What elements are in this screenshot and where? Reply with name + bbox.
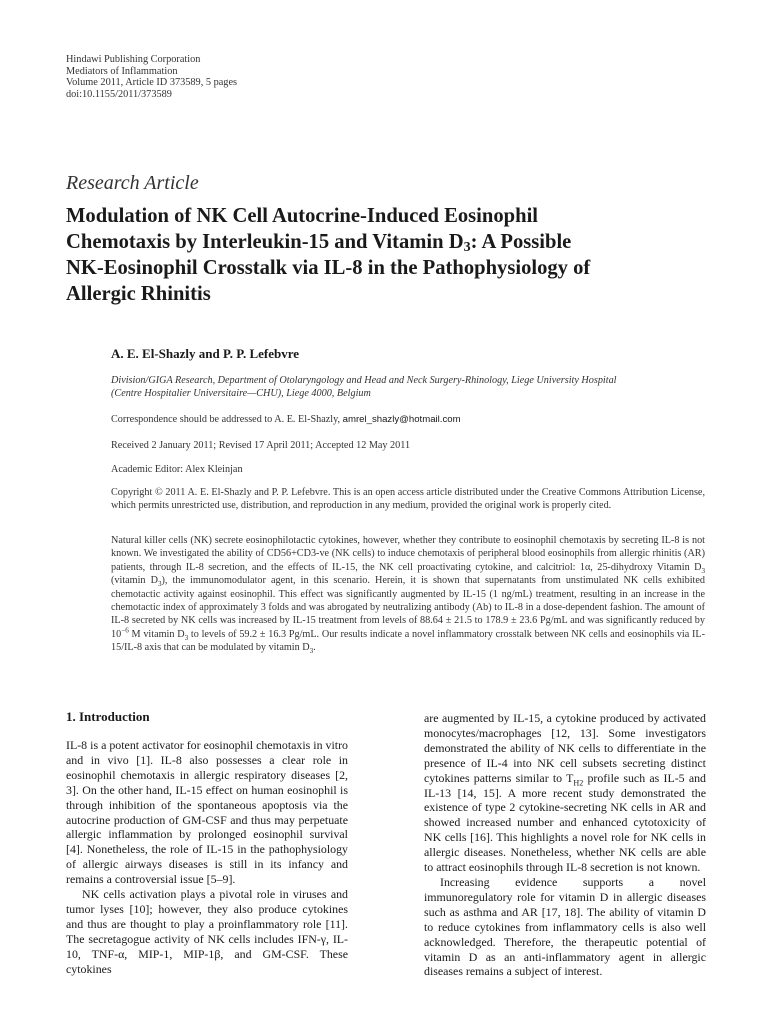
- intro-paragraph-2: NK cells activation plays a pivotal role in viruses and tumor lyses [10]; however, they also produce cytokines and thus are thought to play a proinflammatory role [11]. The secretagogue activity of NK cells includes IFN-γ, IL-10, TNF-α, MIP-1, MIP-1β, and GM-CSF. These cytokines: [66, 887, 348, 976]
- title-line-3: NK-Eosinophil Crosstalk via IL-8 in the Pathophysiology of: [66, 257, 591, 279]
- article-type: Research Article: [66, 172, 199, 194]
- email-link[interactable]: amrel_shazly@hotmail.com: [342, 414, 461, 425]
- journal-name: Mediators of Inflammation: [66, 65, 178, 77]
- affiliation: Division/GIGA Research, Department of Otolaryngology and Head and Neck Surgery-Rhinology, Liege University Hospital (Centre Hospitalier Universitaire—CHU), Liege 4000, Belgium: [111, 375, 617, 399]
- volume-line: Volume 2011, Article ID 373589, 5 pages: [66, 77, 238, 89]
- article-dates: Received 2 January 2011; Revised 17 April 2011; Accepted 12 May 2011: [111, 440, 411, 451]
- doi-line: doi:10.1155/2011/373589: [66, 88, 172, 100]
- article-title: [66, 203, 706, 307]
- abstract: Natural killer cells (NK) secrete eosinophilotactic cytokines, however, whether they contribute to eosinophil chemotaxis by secreting IL-8 is not known. We investigated the ability of CD56+CD3-ve (NK cells) to induce chemotaxis of peripheral blood eosinophils from allergic rhinitis (AR) patients, through IL-8 secretion, and the effects of IL-15, the NK cell proactivating cytokine, and calcitriol: 1α, 25-dihydroxy Vitamin $D_3$ (vitamin $D_3$), the immunomodulator agent, in this scenario. Herein, it is shown that supernatants from unstimulated NK cells exhibited chemotactic activity against eosinophil. This effect was significantly augmented by IL-15 (1 ng/mL) treatment, resulting in an increase in the chemotactic index of approximately 3 folds and was abrogated by neutralizing antibody (Ab) to IL-8 in a dose-dependent fashion. The amount of IL-8 secreted by NK cells was increased by IL-15 treatment from levels of 88.64 ± 21.5 to 178.9 ± 23.6 Pg/mL and was significantly reduced by $10^{-6}$ M vitamin $D_3$ to levels of 59.2 ± 16.3 Pg/mL. Our results indicate a novel inflammatory crosstalk between NK cells and eosinophils via IL-15/IL-8 axis that can be modulated by vitamin $D_3$.: [111, 535, 705, 656]
- body-column-right: [424, 711, 706, 979]
- journal-header: [66, 54, 237, 100]
- section-heading-introduction: 1. Introduction: [66, 709, 150, 724]
- authors: A. E. El-Shazly and P. P. Lefebvre: [111, 346, 300, 361]
- copyright-notice: Copyright © 2011 A. E. El-Shazly and P. P. Lefebvre. This is an open access article distributed under the Creative Commons Attribution License, which permits unrestricted use, distribution, and reproduction in any medium, provided the original work is properly cited.: [111, 487, 705, 512]
- publisher-line: Hindawi Publishing Corporation: [66, 54, 201, 65]
- intro-paragraph-1: IL-8 is a potent activator for eosinophil chemotaxis in vitro and in vivo [1]. IL-8 also possesses a clear role in eosinophil chemotaxis in allergic respiratory diseases [2, 3]. On the other hand, IL-15 effect on human eosinophil is through inhibition of the spontaneous apoptosis via the autocrine production of GM-CSF and thus may perpetuate allergic inflammation by prolonged eosinophil survival [4]. Nonetheless, the role of IL-15 in the pathophysiology of allergic airways diseases is still in its infancy and remains a controversial issue [5–9].: [66, 738, 348, 887]
- correspondence: Correspondence should be addressed to A. E. El-Shazly, amrel_shazly@hotmail.com: [111, 414, 461, 425]
- title-line-4: Allergic Rhinitis: [66, 283, 211, 305]
- academic-editor: Academic Editor: Alex Kleinjan: [111, 464, 243, 475]
- intro-paragraph-4: Increasing evidence supports a novel immunoregulatory role for vitamin D in allergic diseases such as asthma and AR [17, 18]. The ability of vitamin D to reduce cytokines from inflammatory cells is also well acknowledged. Therefore, the therapeutic potential of vitamin D as an anti-inflammatory agent in allergic diseases remains a subject of interest.: [424, 874, 706, 979]
- title-line-1: Modulation of NK Cell Autocrine-Induced Eosinophil: [66, 205, 539, 227]
- title-line-2: Chemotaxis by Interleukin-15 and Vitamin $D_3$: A Possible: [66, 231, 572, 255]
- body-column-left: [66, 709, 348, 977]
- intro-paragraph-3: are augmented by IL-15, a cytokine produced by activated monocytes/macrophages [12, 13]. Some investigators demonstrated the ability of NK cells to differentiate in the presence of IL-4 into NK cell subsets secreting distinct cytokines patterns similar to $T_{H2}$ profile such as IL-5 and IL-13 [14, 15]. A more recent study demonstrated the existence of type 2 cytokine-secreting NK cells in AR and showed increased number and enhanced cytotoxicity of NK cells [16]. This highlights a novel role for NK cells in allergic diseases. Nonetheless, whether NK cells are able to attract eosinophils through IL-8 secretion is not known.: [424, 711, 706, 875]
